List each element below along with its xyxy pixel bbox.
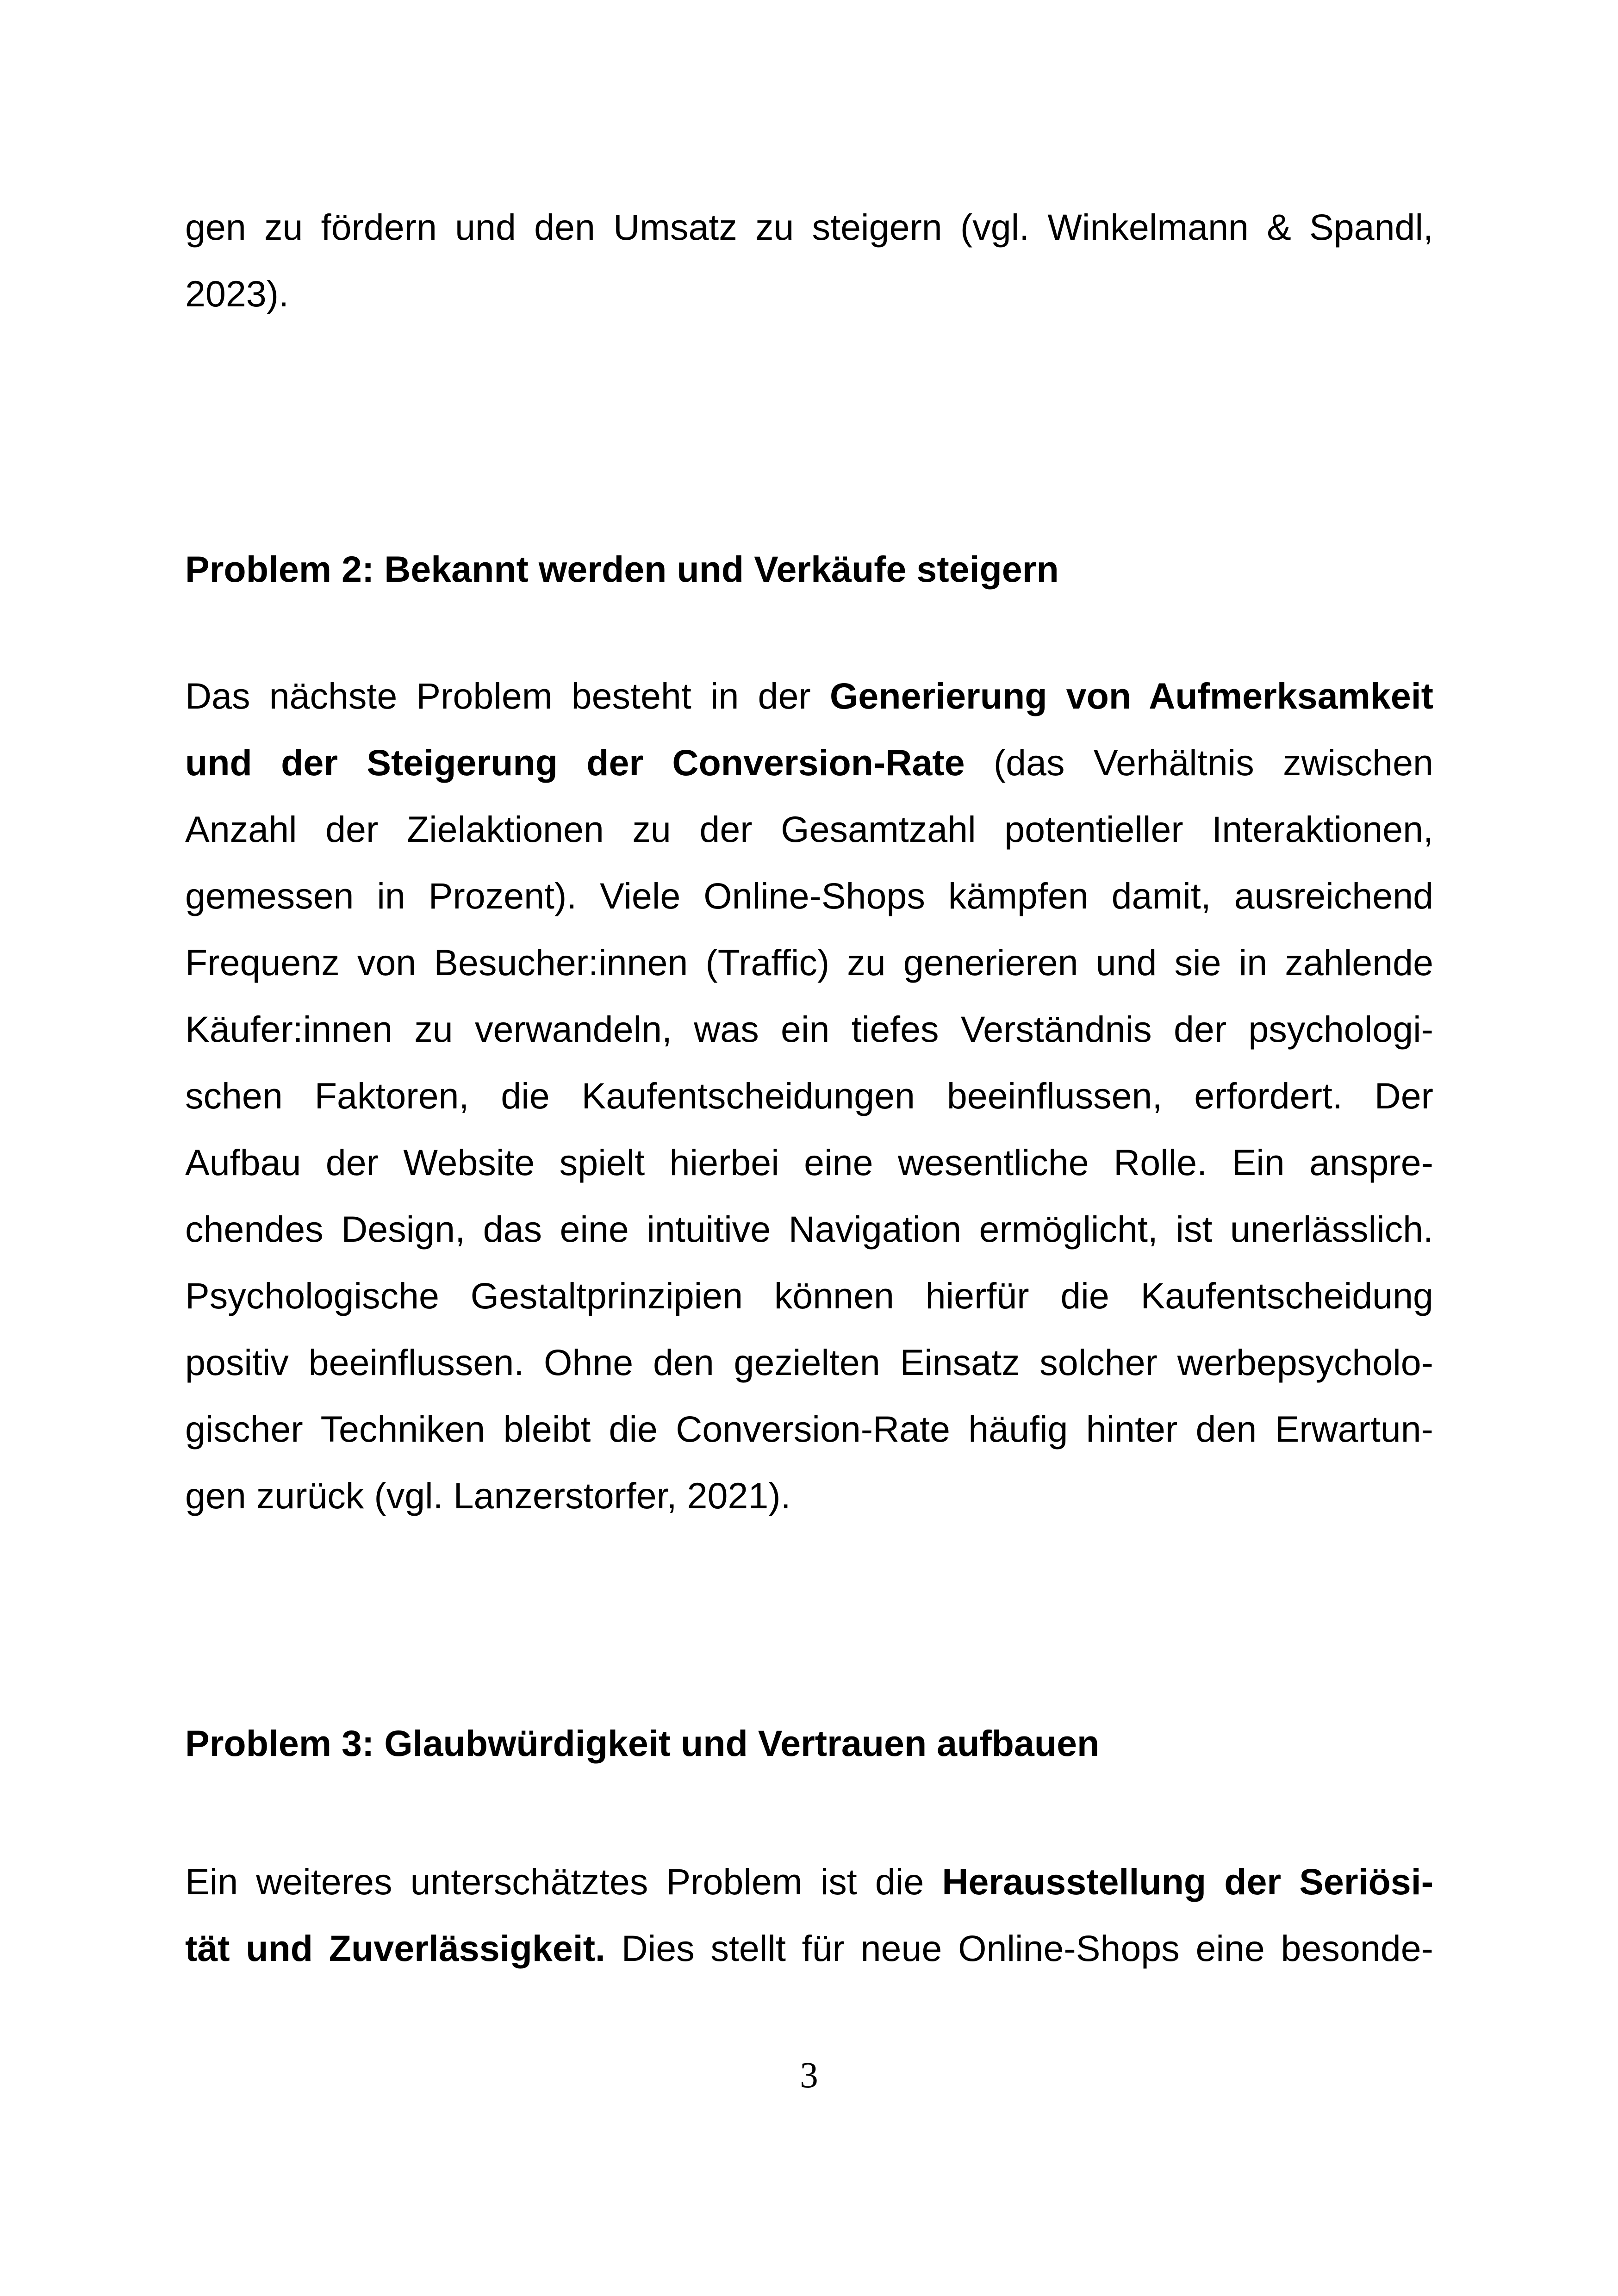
text-line: Aufbau der Website spielt hierbei eine wesentliche Rolle. Ein anspre- — [185, 1142, 1433, 1183]
text-line: Käufer:innen zu verwandeln, was ein tiefes Verständnis der psychologi- — [185, 1008, 1433, 1050]
text-line: Psychologische Gestaltprinzipien können hierfür die Kaufentscheidung — [185, 1275, 1433, 1316]
text-run: Ein weiteres unterschätztes Problem ist die — [185, 1861, 942, 1902]
text-line — [185, 1915, 1433, 1982]
text-run: Dies stellt für neue Online-Shops eine besonde- — [605, 1928, 1433, 1969]
text-line — [185, 663, 1433, 729]
text-line: 2023). — [185, 273, 289, 314]
intro-paragraph — [185, 194, 1433, 327]
text-line: Anzahl der Zielaktionen zu der Gesamtzahl potentieller Interaktionen, — [185, 809, 1433, 850]
text-line — [185, 1848, 1433, 1915]
page-number: 3 — [800, 2055, 818, 2096]
bold-text: Generierung von Aufmerksamkeit — [829, 675, 1433, 716]
section-heading-problem-2: Problem 2: Bekannt werden und Verkäufe steigern — [185, 548, 1059, 590]
text-line: Frequenz von Besucher:innen (Traffic) zu generieren und sie in zahlende — [185, 942, 1433, 983]
text-run: (das Verhältnis zwischen — [965, 742, 1433, 783]
text-line — [185, 729, 1433, 796]
text-line: gischer Techniken bleibt die Conversion-Rate häufig hinter den Erwartun- — [185, 1408, 1433, 1450]
text-line: gen zu fördern und den Umsatz zu steigern (vgl. Winkelmann & Spandl, — [185, 206, 1433, 248]
text-line: schen Faktoren, die Kaufentscheidungen beeinflussen, erfordert. Der — [185, 1075, 1433, 1116]
text-line: chendes Design, das eine intuitive Navigation ermöglicht, ist unerlässlich. — [185, 1208, 1433, 1250]
text-line: positiv beeinflussen. Ohne den gezielten Einsatz solcher werbepsycholo- — [185, 1342, 1433, 1383]
text-run: Das nächste Problem besteht in der — [185, 675, 830, 716]
bold-text: tät und Zuverlässigkeit. — [185, 1928, 605, 1969]
bold-text: Herausstellung der Seriösi- — [942, 1861, 1434, 1902]
problem-2-paragraph — [185, 663, 1433, 1529]
problem-3-paragraph — [185, 1848, 1433, 1982]
text-line: gemessen in Prozent). Viele Online-Shops kämpfen damit, ausreichend — [185, 875, 1433, 916]
section-heading-problem-3: Problem 3: Glaubwürdigkeit und Vertrauen aufbauen — [185, 1723, 1100, 1764]
text-line: gen zurück (vgl. Lanzerstorfer, 2021). — [185, 1475, 791, 1516]
bold-text: und der Steigerung der Conversion-Rate — [185, 742, 965, 783]
